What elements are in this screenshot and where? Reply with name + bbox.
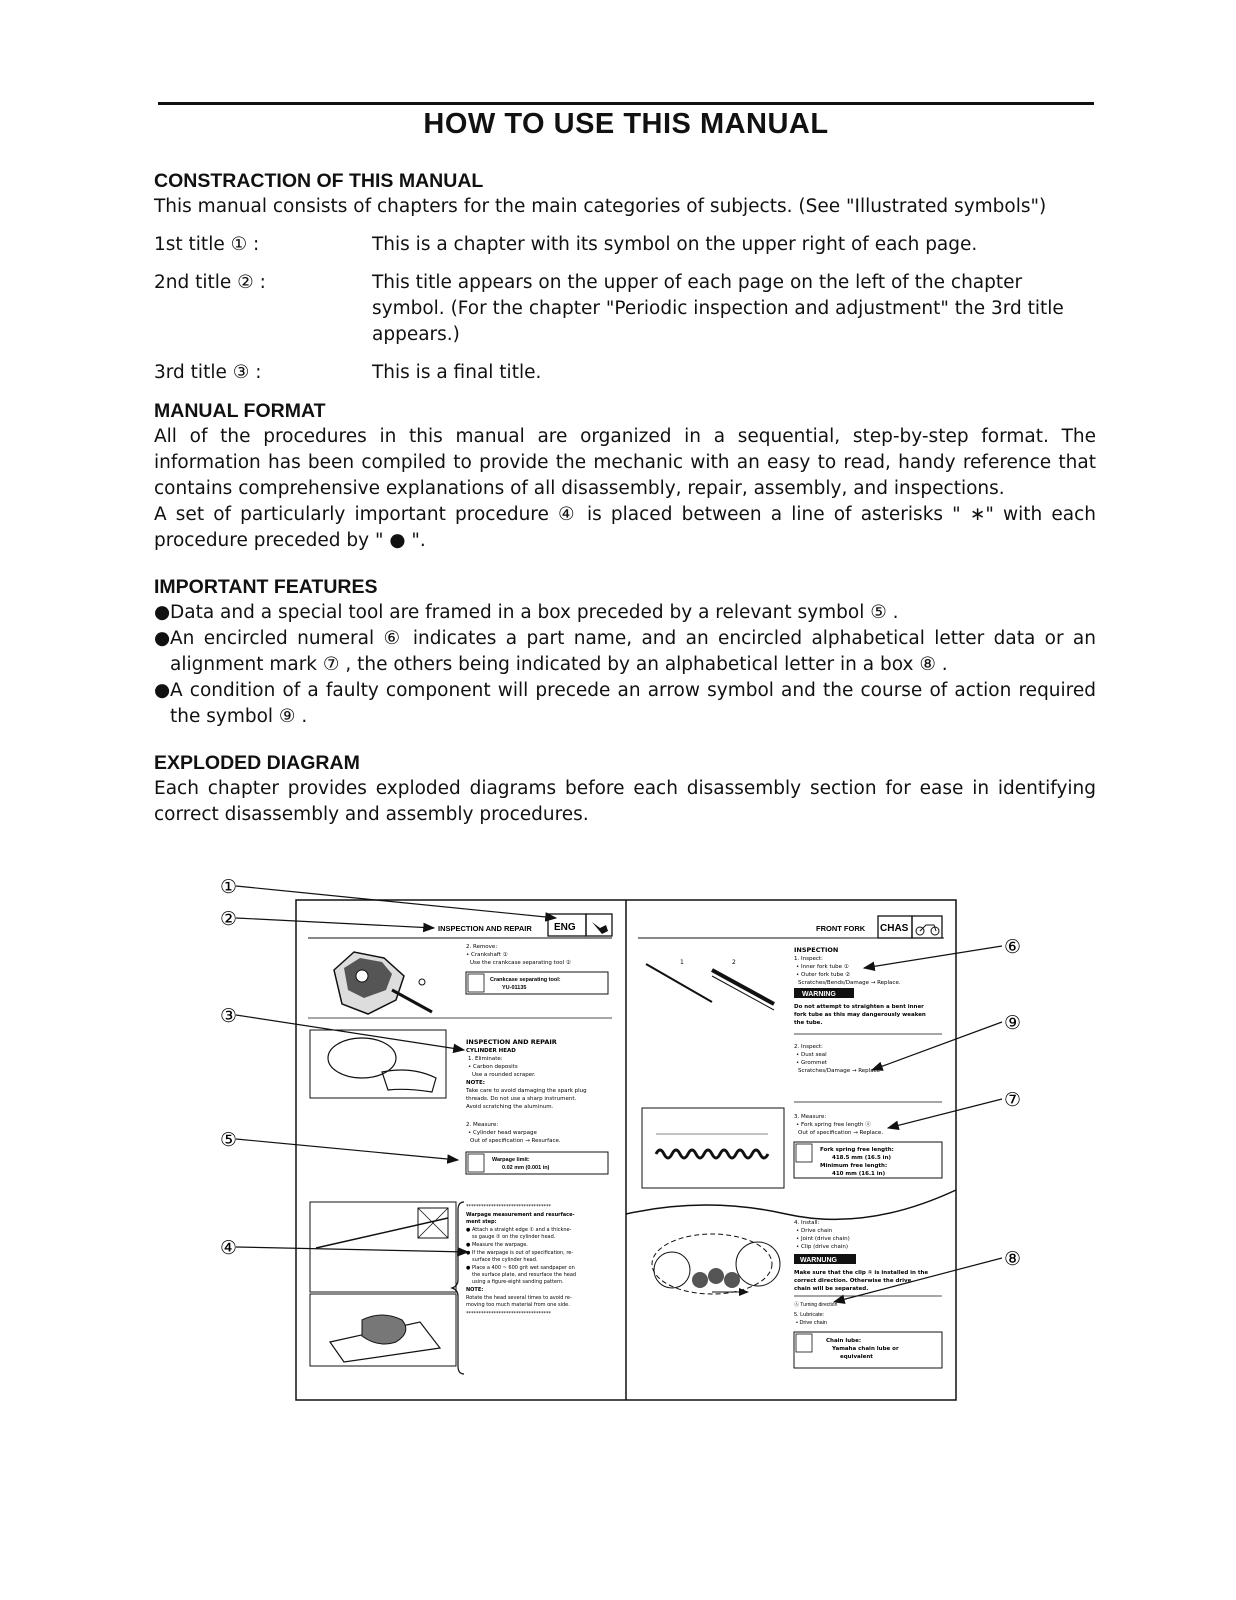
- procedure-line: ● Measure the warpage.: [466, 1242, 528, 1248]
- callout-2: ②: [220, 908, 238, 930]
- callout-5: ⑤: [220, 1129, 238, 1151]
- inspect2-line: • Grommet: [796, 1060, 828, 1066]
- install-line: 4. Install:: [794, 1220, 820, 1226]
- cylinder-head-outline: [328, 1038, 396, 1078]
- procedure-line: **********************************: [466, 1311, 551, 1317]
- install-line: • Drive chain: [796, 1228, 833, 1234]
- callout-8: ⑧: [1004, 1248, 1022, 1270]
- note-line: NOTE:: [466, 1080, 485, 1086]
- warning-line: the tube.: [794, 1020, 823, 1026]
- procedure-line: ss gauge ② on the cylinder head.: [472, 1234, 556, 1240]
- measure-line: • Fork spring free length ⓐ: [796, 1122, 871, 1128]
- lube-line: Yamaha chain lube or: [832, 1346, 899, 1352]
- bullet: ●: [154, 602, 171, 623]
- exploded-paragraph: Each chapter provides exploded diagrams before each disassembly section for ease in identifying correct disassembly and assembly procedures.: [154, 778, 1096, 825]
- procedure-line: ● If the warpage is out of specification, re-: [466, 1250, 574, 1256]
- bullet: ●: [154, 680, 171, 701]
- motorcycle-body: [920, 925, 936, 931]
- inspection-line: INSPECTION: [794, 946, 839, 954]
- measure-line: • Cylinder head warpage: [468, 1130, 537, 1136]
- measure-line: Out of specification → Resurface.: [470, 1138, 561, 1144]
- spring-spec-line: Minimum free length:: [820, 1163, 888, 1169]
- engine-icon-box: [586, 914, 612, 936]
- straight-edge: [316, 1218, 448, 1248]
- procedure-line: **********************************: [466, 1204, 551, 1210]
- feature-text: A condition of a faulty component will precede an arrow symbol and the course of action required the symbol ⑨ .: [170, 680, 1096, 727]
- top-rule: [158, 102, 1094, 105]
- page-break-line: [626, 1190, 956, 1219]
- construction-heading: CONSTRACTION OF THIS MANUAL: [154, 170, 484, 192]
- install-line: • Clip (drive chain): [796, 1244, 848, 1250]
- warning-label: WARNING: [802, 991, 836, 998]
- inspection-line: Scratches/Bends/Damage → Replace.: [798, 980, 901, 986]
- procedure-line: ● Attach a straight edge ① and a thickne-: [466, 1227, 572, 1233]
- warning-line: fork tube as this may dangerously weaken: [794, 1012, 926, 1018]
- feature-item: [154, 600, 1096, 626]
- hand-on-head: [362, 1315, 406, 1344]
- spec-box-line: 0.02 mm (0.001 in): [502, 1165, 550, 1171]
- warpage-illustration: [310, 1202, 456, 1292]
- warnung-line: correct direction. Otherwise the drive: [794, 1278, 912, 1284]
- title-row-3: [154, 360, 1096, 386]
- features-heading: IMPORTANT FEATURES: [154, 576, 378, 598]
- spring-measure: [794, 1114, 883, 1136]
- callout-9: ⑨: [1004, 1012, 1022, 1034]
- inspection-line: • Outer fork tube ②: [796, 972, 851, 978]
- remove-step: [466, 944, 571, 966]
- turning-direction: Ⓐ Turning direction: [794, 1302, 838, 1308]
- tool-box-line: Crankcase separating tool:: [490, 977, 561, 983]
- svg-text:2: 2: [732, 959, 736, 966]
- format-paragraph-2: A set of particularly important procedure ④ is placed between a line of asterisks " ∗" with each procedure preceded by " ● ".: [154, 504, 1096, 551]
- tool-icon: [468, 974, 484, 992]
- warnung-label: WARNUNG: [800, 1257, 837, 1264]
- warning-line: Do not attempt to straighten a bent inner: [794, 1004, 924, 1010]
- hand-outline: [382, 1070, 436, 1092]
- procedure-line: ● Place a 400 ~ 600 grit wet sandpaper on: [466, 1265, 575, 1271]
- callout-6: ⑥: [1004, 936, 1022, 958]
- procedure-line: Warpage measurement and resurface-: [466, 1212, 575, 1218]
- tool-box-line: YU-01135: [502, 985, 527, 991]
- bullet: ●: [154, 628, 171, 649]
- construction-section: [154, 168, 1096, 386]
- right-header: FRONT FORK: [816, 924, 866, 933]
- note-line: Take care to avoid damaging the spark plug: [466, 1088, 587, 1094]
- procedure-line: using a figure-eight sanding pattern.: [472, 1279, 564, 1285]
- spec-box-line: Warpage limit:: [492, 1157, 530, 1163]
- callout-7: ⑦: [1004, 1089, 1022, 1111]
- warning-text: [794, 1004, 926, 1026]
- inspect2-line: 2. Inspect:: [794, 1044, 823, 1050]
- measure-line: Out of specification → Replace.: [798, 1130, 884, 1136]
- section-line: 1. Eliminate:: [468, 1056, 503, 1062]
- left-chapter: ENG: [554, 922, 576, 933]
- warnung-line: Make sure that the clip ① is installed in the: [794, 1270, 929, 1276]
- callout-4: ④: [220, 1237, 238, 1259]
- fork-illustration: [646, 959, 774, 1010]
- tool-box: [466, 972, 608, 994]
- fork-spring-illustration: [642, 1108, 784, 1188]
- note-line: threads. Do not use a sharp instrument.: [466, 1096, 577, 1102]
- manual-content: [154, 168, 1096, 828]
- procedure-line: surface the cylinder head.: [472, 1257, 538, 1263]
- spring-spec-line: 410 mm (16.1 in): [832, 1171, 886, 1177]
- section-line: Use a rounded scraper.: [472, 1072, 536, 1078]
- warpage-procedure: [466, 1204, 576, 1317]
- example-page-diagram: [212, 872, 1062, 1408]
- format-heading: MANUAL FORMAT: [154, 400, 326, 422]
- cylinder-head-section: [465, 1038, 587, 1144]
- callout-3: ③: [220, 1005, 238, 1027]
- spring-spec-line: 418.5 mm (16.5 in): [832, 1155, 892, 1161]
- warnung-text: [794, 1270, 928, 1292]
- dust-seal-inspection: [794, 1044, 881, 1074]
- title-row-1: [154, 232, 1096, 258]
- measure-line: 3. Measure:: [794, 1114, 827, 1120]
- section-line: INSPECTION AND REPAIR: [466, 1038, 557, 1046]
- crankcase-illustration: [334, 952, 432, 1014]
- install-line: • Joint (drive chain): [796, 1236, 850, 1242]
- spring-spec-line: Fork spring free length:: [820, 1147, 894, 1153]
- title-label: 1st title ① :: [154, 234, 260, 255]
- measure-line: 2. Measure:: [466, 1122, 499, 1128]
- remove-line: • Crankshaft ①: [466, 952, 508, 958]
- drive-chain-illustration: [652, 1234, 780, 1294]
- title-description: This is a chapter with its symbol on the upper right of each page.: [372, 234, 978, 255]
- title-label: 2nd title ② :: [154, 272, 266, 293]
- spring-spec-icon: [796, 1144, 812, 1162]
- lubricate-line: • Drive chain: [796, 1320, 827, 1326]
- exploded-section: [154, 750, 1096, 828]
- inspect2-line: Scratches/Damage → Replace: [798, 1068, 880, 1074]
- features-section: [154, 574, 1096, 730]
- feature-text: Data and a special tool are framed in a box preceded by a relevant symbol ⑤ .: [170, 602, 899, 623]
- procedure-line: the surface plate, and resurface the head: [472, 1272, 577, 1278]
- fork-spring: [656, 1150, 768, 1158]
- fork-inspection: [794, 946, 901, 986]
- construction-intro: This manual consists of chapters for the main categories of subjects. (See "Illustrated symbols"): [154, 196, 1047, 217]
- section-line: • Carbon deposits: [468, 1064, 518, 1070]
- remove-line: Use the crankcase separating tool ②: [470, 960, 571, 966]
- procedure-bracket: [452, 1202, 464, 1374]
- format-paragraph-1: All of the procedures in this manual are organized in a sequential, step-by-step format. The information has been compiled to provide the mechanic with an easy to read, handy reference that contains comprehensive explanations of all disassembly, repair, assembly, and inspections.: [154, 426, 1096, 499]
- lube-icon: [796, 1334, 812, 1352]
- left-header: INSPECTION AND REPAIR: [438, 924, 532, 933]
- spring-spec: [820, 1147, 894, 1177]
- title-description: This is a final title.: [372, 362, 542, 383]
- title-label: 3rd title ③ :: [154, 362, 262, 383]
- exploded-heading: EXPLODED DIAGRAM: [154, 752, 360, 774]
- spec-icon: [468, 1154, 484, 1172]
- section-line: CYLINDER HEAD: [466, 1048, 516, 1054]
- procedure-line: moving too much material from one side.: [466, 1302, 570, 1308]
- lube-line: Chain lube:: [826, 1338, 862, 1344]
- callout-1: ①: [220, 876, 238, 898]
- feature-item: [154, 626, 1096, 678]
- titles-list: [154, 232, 1096, 386]
- title-description: This title appears on the upper of each page on the left of the chapter symbol. (For the chapter "Periodic inspection and adjustment" the 3rd title appears.): [372, 272, 1064, 345]
- feature-text: An encircled numeral ⑥ indicates a part name, and an encircled alphabetical letter data or an alignment mark ⑦ , the others being indicated by an alphabetical letter in a box ⑧ .: [170, 628, 1096, 675]
- format-section: [154, 398, 1096, 554]
- procedure-line: ment step:: [466, 1219, 497, 1225]
- lube-line: equivalent: [840, 1354, 873, 1360]
- lube-spec: [826, 1338, 899, 1360]
- inspection-line: 1. Inspect:: [794, 956, 823, 962]
- procedure-line: NOTE:: [466, 1287, 484, 1293]
- engine-icon: [592, 922, 608, 934]
- chain-install: [794, 1220, 850, 1250]
- inspect2-line: • Dust seal: [796, 1052, 827, 1058]
- title-row-2: [154, 270, 1096, 348]
- remove-line: 2. Remove:: [466, 944, 498, 950]
- diagram-svg: [212, 872, 1062, 1408]
- inspection-line: • Inner fork tube ①: [796, 964, 849, 970]
- lubricate-line: 5. Lubricate:: [794, 1312, 825, 1318]
- note-line: Avoid scratching the aluminum.: [466, 1104, 554, 1110]
- warnung-line: chain will be separated.: [794, 1286, 869, 1292]
- feature-item: [154, 678, 1096, 730]
- svg-text:1: 1: [680, 959, 684, 966]
- procedure-line: Rotate the head several times to avoid re-: [466, 1295, 572, 1301]
- page-title: HOW TO USE THIS MANUAL: [423, 108, 829, 140]
- right-chapter: CHAS: [880, 923, 909, 934]
